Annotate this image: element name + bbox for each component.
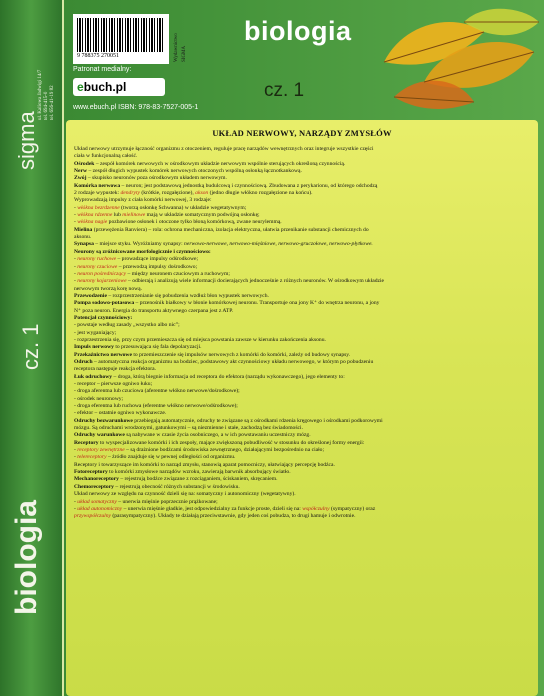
text-segment: - jest wyganiający; (74, 329, 117, 336)
text-line (74, 410, 530, 417)
text-segment: – unerwia mięśnie poprzecznie prążkowane; (116, 498, 218, 505)
header (64, 0, 544, 120)
text-line (74, 190, 530, 197)
text-line (74, 374, 530, 381)
text-line (74, 308, 530, 315)
text-segment: – źródło znajduje się w pewnej odległości od organizmu. (106, 454, 236, 461)
text-line (74, 506, 530, 513)
text-segment: Przekaźnictwo nerwowe (74, 351, 132, 358)
text-segment: to przesuwająca się fala depolaryzacji. (113, 344, 202, 351)
text-segment: nerwowo-nerwowe, nerwowo-mięśniowe, nerwowo-gruczołowe, nerwowo-płytkowe. (184, 241, 373, 248)
text-segment: (przewężenia Ranviera) – rola: ochrona mechaniczna, izolacja elektryczna, ułatwia przenikanie substancji chemicznych do (92, 226, 369, 233)
text-line (74, 286, 530, 293)
text-line (74, 175, 530, 182)
text-line (74, 278, 530, 285)
text-segment: - (74, 256, 78, 263)
cover-title: biologia (244, 16, 352, 46)
text-segment: dendryty (120, 190, 141, 197)
text-segment: – zespół długich wypustek komórek nerwowych otoczonych wspólną osłonką łącznotkankową. (87, 168, 302, 175)
text-segment: to przemieszczenie się impulsów nerwowych z komórki do komórki, zależy od budowy synapsy. (131, 351, 351, 358)
text-line (74, 484, 530, 491)
text-segment: - (74, 278, 78, 285)
content-panel (66, 120, 538, 696)
text-segment: – rejestrują obecność różnych substancji w środowisku. (113, 483, 240, 490)
text-segment: Łuk odruchowy (74, 373, 113, 380)
text-segment: Układ nerwowy ze względu na czynność dzieli się na: somatyczny i autonomiczny (wegetatywny). (74, 491, 296, 498)
text-line (74, 315, 530, 322)
text-segment: mózgu. Są odruchami wrodzonymi, gatunkowymi – są niezmienne i stałe, zachodzą bez świadomości. (74, 425, 303, 432)
barcode-side-line: Wydawnictwo (174, 33, 179, 62)
text-segment: neurony kojarzeniowe (77, 278, 127, 285)
text-segment: Przewodzenie (74, 292, 107, 299)
spine-publisher-address (38, 70, 56, 120)
text-line (74, 352, 530, 359)
text-segment: - efektor – ostatnie ogniwo wykonawcze. (74, 410, 167, 417)
text-segment: - (74, 454, 78, 461)
text-line (74, 241, 530, 248)
text-line (74, 403, 530, 410)
text-segment: akson (195, 190, 209, 197)
text-line (74, 469, 530, 476)
text-segment: (parasympatyczny). Układy te działają przeciwstawnie, gdy jeden coś pobudza, to drugi hamuje i odwrotnie. (110, 513, 356, 520)
text-segment: – przenośnik białkowy w błonie komórkowej neuronu. Transportuje ona jony K⁺ do wnętrza neuronu, a jony (134, 300, 380, 307)
text-segment: Receptory i towarzyszące im komórki to narząd zmysłu, stanowią aparat pomocniczy, ułatwiający percepcję bodźca. (74, 461, 335, 468)
text-segment: włókna nagie (77, 219, 108, 226)
text-line (74, 264, 530, 271)
text-line (74, 322, 530, 329)
text-segment: – przewodzą impulsy dośrodkowo; (117, 263, 198, 270)
text-line (74, 432, 530, 439)
isbn-line: www.ebuch.pl ISBN: 978-83-7527-005-1 (73, 104, 199, 111)
barcode-side-text (170, 14, 214, 64)
barcode (73, 14, 169, 64)
text-segment: Odruchy warunkowe (74, 432, 125, 439)
text-line (74, 197, 530, 204)
text-segment: ciała w funkcjonalną całość. (74, 153, 138, 160)
text-segment: telereceptory (77, 454, 107, 461)
ebuch-logo-text: buch.pl (83, 80, 127, 94)
text-segment: - (74, 263, 78, 270)
text-segment: – skupisko neuronów poza ośrodkowym układem nerwowym. (86, 175, 227, 182)
book-spine (0, 0, 64, 696)
text-line (74, 418, 530, 425)
text-segment: – miejsce styku. Wyróżniamy synapsy: (93, 241, 185, 248)
text-segment: – prowadzące impulsy odśrodkowe; (116, 256, 199, 263)
text-segment: współczulny (302, 505, 330, 512)
text-segment: neurony ruchowe (77, 256, 117, 263)
text-segment: Synapsa (74, 241, 94, 248)
text-segment: - (74, 505, 78, 512)
cover-part: cz. 1 (264, 80, 305, 101)
text-lines (66, 146, 538, 521)
text-segment: (sympatyczny) oraz (329, 505, 376, 512)
spine-address-line: ul. Kaliowa Jadwigi 14/7 (38, 69, 43, 120)
text-segment: Mielina (74, 226, 93, 233)
text-segment: (krótkie, rozgałęzione), (140, 190, 196, 197)
spine-publisher: sigma (14, 111, 39, 170)
text-line (74, 366, 530, 373)
text-segment: układ autonomiczny (77, 505, 123, 512)
text-line (74, 381, 530, 388)
text-segment: (tworzą osłonkę Schwanna) w układzie wegetatywnym; (119, 204, 247, 211)
text-segment: Fotoreceptory (74, 469, 108, 476)
text-segment: neurony czuciowe (77, 263, 118, 270)
text-segment: Układ nerwowy utrzymuje łączność organizmu z otoczeniem, reguluje pracę narządów wewnętrznych oraz integruje wszystkie części (74, 146, 374, 152)
spine-title: biologia (10, 500, 43, 615)
text-line (74, 513, 530, 520)
text-line (74, 337, 530, 344)
text-segment: receptory zewnętrzne (77, 447, 125, 454)
spine-part: cz. 1 (18, 323, 43, 370)
text-segment: Impuls nerwowy (74, 344, 114, 351)
text-line (74, 183, 530, 190)
text-segment: są nabywane w czasie życia osobniczego, a w ich powstawaniu uczestniczy mózg. (124, 432, 311, 439)
barcode-side-line: SIGMA (182, 45, 187, 62)
text-line (74, 205, 530, 212)
patronat-label: Patronat medialny: (73, 66, 132, 73)
text-line (74, 153, 530, 160)
text-segment: Potencjał czynnościowy: (74, 314, 133, 321)
text-line (74, 359, 530, 366)
text-segment: Ośrodek (74, 160, 95, 167)
text-line (74, 293, 530, 300)
text-segment: pozbawione osłonek i otoczone tylko błoną komórkową, zwane neurylemmą. (107, 219, 282, 226)
text-segment: mają w układzie somatycznym podwójną osłonkę; (145, 212, 260, 219)
text-line (74, 491, 530, 498)
text-segment: - (74, 447, 78, 454)
text-segment: – odbierają i analizują wiele informacji docierających jednocześnie z różnych neuronów. W ośrodkowym układzie (126, 278, 385, 285)
text-segment: Mechanoreceptory (74, 476, 119, 483)
text-line (74, 249, 530, 256)
text-segment: Neurony są zróżnicowane morfologicznie i czynnościowo: (74, 248, 211, 255)
text-segment: - (74, 212, 78, 219)
text-line (74, 271, 530, 278)
text-line (74, 454, 530, 461)
text-line (74, 219, 530, 226)
text-segment: - receptor – pierwsze ogniwo łuku; (74, 381, 153, 387)
text-segment: - droga eferentna lub ruchowa (eferentne włókno nerwowe/odśrodkowe); (74, 403, 238, 410)
text-segment: aksonu. (74, 234, 92, 241)
text-segment: mielinowe (122, 212, 146, 219)
text-line (74, 161, 530, 168)
text-segment: - (74, 498, 78, 505)
text-segment: Odruch (74, 358, 93, 365)
text-segment: 2 rodzaje wypustek: (74, 190, 121, 197)
text-segment: Zwój (74, 175, 87, 182)
text-segment: - powstaje według zasady „wszystko albo nic”; (74, 322, 180, 329)
text-segment: przebiegają automatycznie, odruchy te związane są z ośrodkami rdzenia kręgowego i ośrodkami podkorowymi (132, 417, 383, 424)
text-segment: neuron pośredniczący (77, 270, 127, 277)
text-line (74, 344, 530, 351)
barcode-bars (77, 18, 165, 52)
text-segment: – rozprzestrzenianie się pobudzenia wzdłuż błon wypustek nerwowych. (106, 292, 269, 299)
text-segment: Receptory (74, 439, 99, 446)
text-segment: nerwowym tworzą korę nową. (74, 285, 143, 292)
text-line (74, 440, 530, 447)
text-line (74, 476, 530, 483)
text-line (74, 462, 530, 469)
text-line (74, 447, 530, 454)
text-line (74, 300, 530, 307)
text-line (74, 396, 530, 403)
text-segment: układ somatyczny (77, 498, 117, 505)
text-segment: - (74, 270, 78, 277)
text-line (74, 227, 530, 234)
text-segment: Chemoreceptory (74, 483, 114, 490)
text-segment: receptora następuje reakcja efektora. (74, 366, 156, 373)
text-line (74, 168, 530, 175)
spine-address-line: tel. 694-415-0 (44, 91, 49, 120)
text-segment: Komórka nerwowa (74, 182, 121, 189)
text-segment: – są drażnione bodźcami środowiska zewnętrznego, działającymi bezpośrednio na ciało; (124, 447, 325, 454)
text-segment: to wyspecjalizowane komórki i ich zespoły, mające zwiększoną pobudliwość w stosunku do określonej formy energii: (98, 439, 365, 446)
text-segment: – droga, którą biegnie informacja od receptora do efektora (narządu wykonawczego), jego elementy to: (112, 373, 345, 380)
text-line (74, 425, 530, 432)
text-segment: N⁺ poza neuron. Energia do transportu aktywnego czerpana jest z ATP. (74, 307, 234, 314)
text-segment: - droga aferentna lub czuciowa (aferentne włókno nerwowe/dośrodkowe); (74, 388, 240, 395)
text-line (74, 212, 530, 219)
text-line (74, 499, 530, 506)
ebuch-logo (73, 78, 165, 96)
text-segment: Wyprowadzają impulsy z ciała komórki nerwowej, 3 rodzaje: (74, 197, 212, 204)
text-segment: – między neuronem czuciowym a ruchowym; (126, 270, 230, 277)
text-line (74, 330, 530, 337)
text-line (74, 146, 530, 153)
text-line (74, 388, 530, 395)
text-segment: Nerw (74, 168, 88, 175)
text-segment: – automatyczna reakcja organizmu na bodziec, podstawowy akt czynnościowy układu nerwowego, w którym po pobudzeniu (92, 358, 374, 365)
text-segment: - rozprzestrzenia się, przy czym przemieszcza się od miejsca powstania zawsze w kierunku zakończenia aksonu. (74, 336, 326, 343)
text-segment: – zespół komórek nerwowych w ośrodkowym układzie nerwowym wspólnie sterujących określoną czynnością. (94, 160, 346, 167)
text-segment: to komórki zmysłowe narządów wzroku, zawierają barwnik absorbujący światło. (107, 469, 291, 476)
ebuch-logo-e: e (77, 80, 84, 94)
text-segment: przywspółczulny (74, 513, 111, 520)
autumn-leaves-decoration (364, 2, 542, 114)
text-segment: lub (112, 212, 123, 219)
section-heading: UKŁAD NERWOWY, NARZĄDY ZMYSŁÓW (212, 128, 392, 138)
text-segment: - (74, 219, 78, 226)
text-segment: - ośrodek neuronowy; (74, 395, 124, 402)
barcode-number: 9 788375 270051 (77, 53, 119, 59)
text-segment: – rejestrują bodźce związane z rozciąganiem, ściskaniem, skręcaniem. (118, 476, 278, 483)
text-segment: włókna rdzenne (77, 212, 113, 219)
text-segment: Pompa sodowo-potasowa (74, 300, 135, 307)
text-segment: – neuron; jest podstawową jednostką budulcową i czynnościową. Zbudowana z perykarionu, od którego odchodzą (120, 182, 378, 189)
text-segment: Odruchy bezwarunkowe (74, 417, 133, 424)
text-segment: - (74, 204, 78, 211)
text-segment: (jedno długie włókno rozgałęzione na końcu). (208, 190, 313, 197)
text-segment: – unerwia mięśnie gładkie, jest odpowiedzialny za funkcje proste, dzieli się na: (122, 505, 303, 512)
spine-address-line: tel. 656-41-19 82 (50, 85, 55, 120)
text-line (74, 234, 530, 241)
text-line (74, 256, 530, 263)
text-segment: włókna bezrdzenne (77, 204, 120, 211)
